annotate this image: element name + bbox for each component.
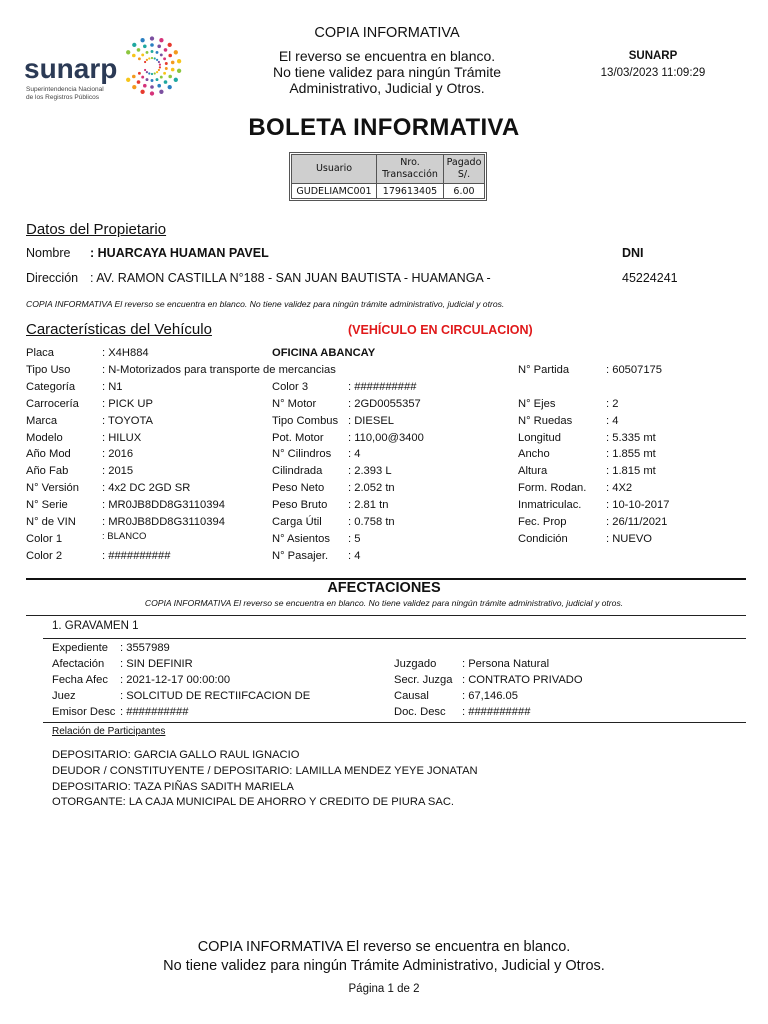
logo-dot <box>159 66 161 68</box>
vehicle-status: (VEHÍCULO EN CIRCULACION) <box>348 323 533 337</box>
field-label: Emisor Desc <box>52 705 116 718</box>
sunarp-logo-graphic <box>22 22 182 122</box>
field-label: N° de VIN <box>26 516 76 528</box>
logo-dot <box>126 50 130 54</box>
field-value: : ########## <box>462 705 531 718</box>
field-label: Ancho <box>518 448 550 461</box>
field-value: : BLANCO <box>102 530 147 542</box>
logo-dot <box>171 68 175 72</box>
td-transaction: 179613405 <box>377 184 444 199</box>
logo-dot <box>177 69 181 73</box>
field-label: Placa <box>26 347 54 359</box>
logo-dot <box>174 50 178 54</box>
field-label: N° Pasajer. <box>272 549 329 562</box>
field-label: Afectación <box>52 657 105 670</box>
logo-dot <box>160 53 163 56</box>
vehicle-heading: Características del Vehículo <box>26 321 212 338</box>
owner-name-value: : HUARCAYA HUAMAN PAVEL <box>90 246 269 260</box>
field-label: Color 3 <box>272 380 309 393</box>
logo-dot <box>160 76 163 79</box>
logo-dot <box>157 84 161 88</box>
logo-dot <box>168 85 172 89</box>
field-value: : 2016 <box>102 448 134 461</box>
field-label: Tipo Uso <box>26 363 71 376</box>
afectaciones-heading: AFECTACIONES <box>327 580 441 596</box>
field-value: : 110,00@3400 <box>348 431 424 444</box>
logo-dot <box>141 76 144 79</box>
footer-line-2: No tiene validez para ningún Trámite Administrativo, Judicial y Otros. <box>163 958 605 974</box>
field-label: N° Cilindros <box>272 448 332 461</box>
field-value: : CONTRATO PRIVADO <box>462 673 583 686</box>
logo-subtitle-2: de los Registros Públicos <box>26 94 99 101</box>
logo-dot <box>146 78 149 81</box>
logo-dot <box>132 75 136 79</box>
field-value: : NUEVO <box>606 532 653 545</box>
field-value: : 2021-12-17 00:00:00 <box>120 673 231 686</box>
field-label: N° Partida <box>518 363 570 376</box>
field-value: : 5.335 mt <box>606 431 656 444</box>
th-transaction-1: Nro. <box>400 157 420 168</box>
vehicle-office: OFICINA ABANCAY <box>272 347 376 359</box>
header-line-2: No tiene validez para ningún Trámite <box>272 64 502 80</box>
field-value: : 4 <box>348 549 361 562</box>
header-copy-title: COPIA INFORMATIVA <box>314 25 460 41</box>
th-paid-1: Pagado <box>446 157 482 168</box>
logo-dot <box>168 54 172 58</box>
owner-address-value: : AV. RAMON CASTILLA N°188 - SAN JUAN BAUTISTA - HUAMANGA - <box>90 271 491 285</box>
participant-item: OTORGANTE: LA CAJA MUNICIPAL DE AHORRO Y CREDITO DE PIURA SAC. <box>52 796 455 809</box>
logo-dot <box>150 36 154 40</box>
logo-dot <box>156 71 158 73</box>
field-value: : TOYOTA <box>102 414 153 427</box>
participant-item: DEPOSITARIO: GARCIA GALLO RAUL IGNACIO <box>52 749 300 761</box>
logo-dot <box>165 62 168 65</box>
field-value: : 26/11/2021 <box>606 516 668 528</box>
field-label: Juez <box>52 689 76 702</box>
transaction-table <box>291 154 485 199</box>
logo-dot <box>146 51 149 54</box>
owner-dni-label: DNI <box>622 246 644 260</box>
header-org: SUNARP <box>628 50 678 62</box>
logo-dot <box>177 59 181 63</box>
field-value: : 67,146.05 <box>462 689 518 702</box>
field-label: Peso Bruto <box>272 499 328 512</box>
field-label: Inmatriculac. <box>518 499 582 512</box>
field-value: : SOLCITUD DE RECTIIFCACION DE <box>120 689 311 702</box>
logo-dot <box>146 71 148 73</box>
field-label: Color 2 <box>26 549 63 562</box>
logo-dots <box>126 36 181 95</box>
header-datetime: 13/03/2023 11:09:29 <box>600 67 706 79</box>
logo-subtitle-1: Superintendencia Nacional <box>26 86 104 93</box>
field-label: Año Mod <box>26 448 71 461</box>
logo-dot <box>156 78 159 81</box>
field-value: : 0.758 tn <box>348 516 395 528</box>
field-value: : 5 <box>348 532 361 545</box>
logo-dot <box>137 80 141 84</box>
field-value: : ########## <box>120 705 189 718</box>
logo-dot <box>138 57 141 60</box>
field-label: Expediente <box>52 642 108 654</box>
participants-heading: Relación de Participantes <box>52 726 166 737</box>
field-label: Carrocería <box>26 397 79 410</box>
field-label: Longitud <box>518 431 561 444</box>
logo-dot <box>151 57 153 59</box>
field-value: : N1 <box>102 380 123 393</box>
logo-dot <box>140 38 144 42</box>
logo-dot <box>159 38 163 42</box>
afectaciones-rule-3 <box>43 722 746 723</box>
logo-dot <box>138 72 141 75</box>
logo-dot <box>151 79 154 82</box>
field-value: : X4H884 <box>102 347 149 359</box>
field-value: : 4 <box>606 414 619 427</box>
logo-dot <box>174 78 178 82</box>
logo-dot <box>132 85 136 89</box>
afectaciones-rule-2 <box>43 638 746 639</box>
header-line-3: Administrativo, Judicial y Otros. <box>289 80 485 96</box>
field-label: Peso Neto <box>272 482 325 495</box>
field-label: Causal <box>394 689 429 702</box>
field-value: : 2.052 tn <box>348 482 395 495</box>
field-label: Juzgado <box>394 657 437 670</box>
field-value: : 60507175 <box>606 363 662 376</box>
logo-dot <box>154 57 156 59</box>
logo-dot <box>154 72 156 74</box>
owner-dni-value: 45224241 <box>622 271 678 285</box>
field-label: Fec. Prop <box>518 516 567 528</box>
th-user: Usuario <box>292 155 377 184</box>
logo-dot <box>159 90 163 94</box>
field-value: : MR0JB8DD8G3110394 <box>102 499 225 512</box>
logo-dot <box>151 73 153 75</box>
logo-dot <box>137 48 141 52</box>
field-value: : ########## <box>102 549 171 562</box>
th-paid-2: S/. <box>457 169 471 180</box>
logo-dot <box>150 43 154 47</box>
gravamen-title: 1. GRAVAMEN 1 <box>52 620 139 632</box>
field-label: Marca <box>26 414 58 427</box>
field-label: N° Motor <box>272 397 317 410</box>
logo-dot <box>144 69 146 71</box>
participant-item: DEUDOR / CONSTITUYENTE / DEPOSITARIO: LAMILLA MENDEZ YEYE JONATAN <box>52 764 478 777</box>
header-line-1: El reverso se encuentra en blanco. <box>278 48 496 64</box>
logo-dot <box>150 91 154 95</box>
logo-dot <box>164 48 168 52</box>
field-label: Form. Rodan. <box>518 482 587 495</box>
field-value: : 4X2 <box>606 482 633 495</box>
field-value: : ########## <box>348 380 417 393</box>
logo-dot <box>140 90 144 94</box>
owner-heading: Datos del Propietario <box>26 221 167 238</box>
td-user: GUDELIAMC001 <box>292 184 377 199</box>
field-value: : PICK UP <box>102 397 153 410</box>
logo-dot <box>171 61 175 65</box>
field-label: Carga Útil <box>272 516 322 528</box>
field-label: N° Versión <box>26 482 79 495</box>
field-value: : 2 <box>606 397 619 410</box>
footer-line-1: COPIA INFORMATIVA El reverso se encuentra en blanco. <box>197 939 571 955</box>
logo-dot <box>158 61 160 63</box>
field-value: : 3557989 <box>120 642 170 654</box>
field-value: : 1.855 mt <box>606 448 656 461</box>
logo-dot <box>163 57 166 60</box>
field-value: : 4 <box>348 448 361 461</box>
field-value: : 1.815 mt <box>606 465 656 478</box>
owner-disclaimer: COPIA INFORMATIVA El reverso se encuentra en blanco. No tiene validez para ningún trámite administrativo, judicial y otros. <box>26 299 505 309</box>
field-value: : 4x2 DC 2GD SR <box>102 482 191 495</box>
field-label: N° Serie <box>26 499 68 512</box>
field-label: Condición <box>518 532 568 545</box>
field-value: : Persona Natural <box>462 657 550 670</box>
logo-dot <box>156 51 159 54</box>
owner-address-label: Dirección <box>26 271 79 285</box>
transaction-header-row <box>292 155 485 184</box>
transaction-row <box>292 184 485 199</box>
sunarp-logo <box>22 22 182 122</box>
logo-dot <box>163 72 166 75</box>
td-paid: 6.00 <box>444 184 485 199</box>
logo-dot <box>132 43 136 47</box>
logo-dot <box>126 78 130 82</box>
logo-dot <box>168 75 172 79</box>
page-title: BOLETA INFORMATIVA <box>248 114 520 141</box>
field-label: Tipo Combus <box>272 414 339 427</box>
afectaciones-disclaimer: COPIA INFORMATIVA El reverso se encuentra en blanco. No tiene validez para ningún trámite administrativo, judicial y otros. <box>144 598 624 608</box>
logo-dot <box>168 43 172 47</box>
field-label: Cilindrada <box>272 465 323 478</box>
th-transaction <box>377 155 444 184</box>
owner-name-label: Nombre <box>26 246 71 260</box>
logo-dot <box>151 50 154 53</box>
logo-dot <box>150 85 154 89</box>
field-value: : HILUX <box>102 431 142 444</box>
field-label: N° Asientos <box>272 532 330 545</box>
field-label: Fecha Afec <box>52 673 108 686</box>
field-label: Doc. Desc <box>394 705 446 718</box>
field-label: Categoría <box>26 380 76 393</box>
field-value: : 2015 <box>102 465 134 478</box>
logo-dot <box>158 69 160 71</box>
logo-dot <box>143 45 147 49</box>
participant-item: DEPOSITARIO: TAZA PIÑAS SADITH MARIELA <box>52 780 294 793</box>
field-label: N° Ejes <box>518 397 556 410</box>
field-label: Color 1 <box>26 532 63 545</box>
logo-dot <box>165 67 168 70</box>
field-label: Modelo <box>26 431 63 444</box>
field-value: : 2.81 tn <box>348 499 389 512</box>
field-label: Secr. Juzga <box>394 673 453 686</box>
logo-dot <box>148 57 150 59</box>
afectaciones-rule-1 <box>26 615 746 616</box>
field-value: : DIESEL <box>348 414 395 427</box>
logo-dot <box>148 72 150 74</box>
logo-dot <box>157 45 161 49</box>
field-label: Año Fab <box>26 465 69 478</box>
logo-dot <box>146 59 148 61</box>
page-number: Página 1 de 2 <box>348 983 420 995</box>
field-label: Altura <box>518 465 548 478</box>
field-value: : 2GD0055357 <box>348 397 421 410</box>
field-label: N° Ruedas <box>518 414 573 427</box>
th-paid <box>444 155 485 184</box>
logo-dot <box>132 54 136 58</box>
field-value: : 2.393 L <box>348 465 392 478</box>
field-value: : MR0JB8DD8G3110394 <box>102 516 225 528</box>
field-value: : N-Motorizados para transporte de mercancias <box>102 363 336 376</box>
logo-dot <box>144 61 146 63</box>
logo-dot <box>141 53 144 56</box>
th-transaction-2: Transacción <box>382 169 438 180</box>
field-value: : SIN DEFINIR <box>120 657 193 670</box>
logo-dot <box>159 64 161 66</box>
field-label: Pot. Motor <box>272 431 324 444</box>
logo-dot <box>164 80 168 84</box>
logo-dot <box>143 84 147 88</box>
field-value: : 10-10-2017 <box>606 499 670 512</box>
logo-wordmark: sunarp <box>24 53 118 84</box>
logo-dot <box>156 59 158 61</box>
